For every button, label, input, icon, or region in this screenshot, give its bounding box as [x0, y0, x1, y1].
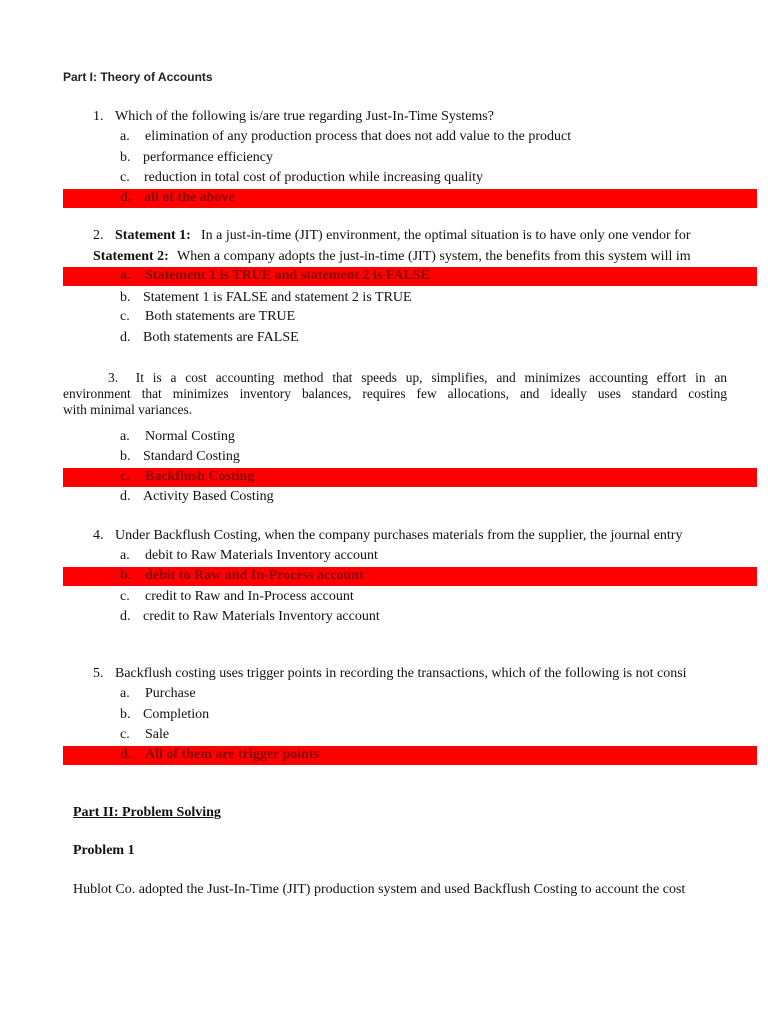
q3-number: 3.	[108, 370, 119, 385]
q5-option-b-text: Completion	[143, 707, 210, 722]
q2-option-c-letter: c.	[120, 309, 130, 324]
q3-option-c-text: Backflush Costing	[145, 469, 255, 484]
q2-statement1-label: Statement 1:	[115, 228, 191, 243]
q3-option-d-letter: d.	[120, 489, 131, 504]
q2-option-a-letter: a.	[120, 268, 131, 283]
q1-option-c-letter: c.	[120, 170, 130, 185]
q4-option-c-letter: c.	[120, 589, 130, 604]
q3-option-d-text: Activity Based Costing	[143, 489, 274, 504]
q1-option-c-text: reduction in total cost of production while increasing quality	[144, 170, 484, 185]
q4-number: 4.	[93, 528, 104, 543]
q5-option-c-text: Sale	[145, 727, 170, 742]
q1-option-a-letter: a.	[120, 129, 130, 144]
q3-option-a-letter: a.	[120, 429, 130, 444]
q4-option-a-letter: a.	[120, 548, 130, 563]
q1-option-b-letter: b.	[120, 150, 131, 165]
q5-option-b-letter: b.	[120, 707, 131, 722]
q3-option-a-text: Normal Costing	[145, 429, 235, 444]
q4-option-b-text: debit to Raw and In-Process account	[145, 568, 364, 583]
q2-option-d-text: Both statements are FALSE	[143, 330, 299, 345]
q1-option-a-text: elimination of any production process that does not add value to the product	[145, 129, 572, 144]
part1-title: Part I: Theory of Accounts	[63, 70, 213, 84]
q4-option-a-text: debit to Raw Materials Inventory account	[145, 548, 378, 563]
q5-text: Backflush costing uses trigger points in recording the transactions, which of the following is not consi	[115, 666, 687, 681]
q5-option-a-text: Purchase	[145, 686, 196, 701]
problem1-title: Problem 1	[73, 843, 135, 858]
problem1-text: Hublot Co. adopted the Just-In-Time (JIT) production system and used Backflush Costing to account the cost	[73, 882, 686, 897]
q2-number: 2.	[93, 228, 104, 243]
q3-option-c-letter: c.	[120, 469, 130, 484]
part2-title: Part II: Problem Solving	[73, 805, 221, 820]
q5-option-a-letter: a.	[120, 686, 130, 701]
q1-option-b-text: performance efficiency	[143, 150, 273, 165]
q2-statement2-label: Statement 2:	[93, 249, 169, 264]
q5-number: 5.	[93, 666, 104, 681]
q3-option-b-text: Standard Costing	[143, 449, 240, 464]
q1-text: Which of the following is/are true regarding Just-In-Time Systems?	[115, 109, 494, 124]
q4-option-b-letter: b.	[120, 568, 132, 583]
q4-option-c-text: credit to Raw and In-Process account	[145, 589, 354, 604]
q4-option-d-letter: d.	[120, 609, 131, 624]
q1-option-d-text: all of the above	[144, 190, 235, 205]
q5-option-c-letter: c.	[120, 727, 130, 742]
q5-option-d-text: All of them are trigger points	[145, 747, 320, 762]
q4-option-d-text: credit to Raw Materials Inventory account	[143, 609, 380, 624]
q2-statement1-text: In a just-in-time (JIT) environment, the optimal situation is to have only one vendor for	[201, 228, 691, 243]
q2-option-a-text: Statement 1 is TRUE and statement 2 is FALSE	[145, 268, 430, 283]
q2-option-b-text: Statement 1 is FALSE and statement 2 is TRUE	[143, 290, 412, 305]
q3-line1: It is a cost accounting method that speeds up, simplifies, and minimizes accounting effort in an	[135, 370, 727, 385]
q2-option-c-text: Both statements are TRUE	[145, 309, 296, 324]
q5-option-d-letter: d.	[120, 747, 132, 762]
q3-paragraph	[63, 370, 727, 418]
q3-line3: with minimal variances.	[63, 402, 193, 417]
q3-line2: environment that minimizes inventory balances, requires few allocations, and ideally uses standard costing	[63, 386, 727, 401]
q2-option-b-letter: b.	[120, 290, 131, 305]
q2-option-d-letter: d.	[120, 330, 131, 345]
q1-number: 1.	[93, 109, 104, 124]
q4-text: Under Backflush Costing, when the company purchases materials from the supplier, the journal entry	[115, 528, 683, 543]
q2-statement2-text: When a company adopts the just-in-time (JIT) system, the benefits from this system will im	[177, 249, 691, 264]
q3-option-b-letter: b.	[120, 449, 131, 464]
q1-option-d-letter: d.	[120, 190, 132, 205]
